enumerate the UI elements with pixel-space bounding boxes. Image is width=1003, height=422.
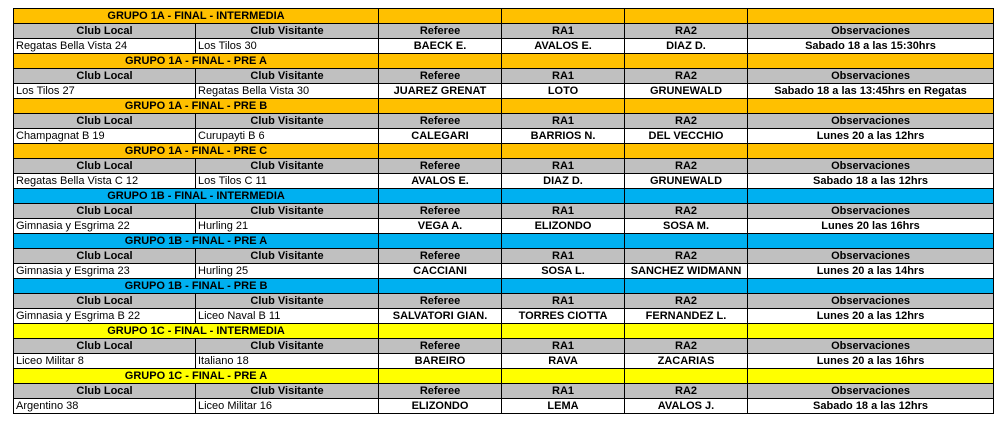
header-observaciones: Observaciones	[748, 69, 994, 84]
column-header-row	[14, 339, 994, 354]
header-club-visitante: Club Visitante	[196, 69, 379, 84]
header-observaciones: Observaciones	[748, 114, 994, 129]
cell-club-local: Gimnasia y Esgrima B 22	[14, 309, 196, 324]
group-title: GRUPO 1A - FINAL - INTERMEDIA	[14, 9, 379, 24]
cell-club-visitante: Hurling 21	[196, 219, 379, 234]
group-title-spacer	[748, 99, 994, 114]
cell-referee: ELIZONDO	[379, 399, 502, 414]
group-title: GRUPO 1C - FINAL - PRE A	[14, 369, 379, 384]
header-referee: Referee	[379, 339, 502, 354]
cell-ra1: DIAZ D.	[502, 174, 625, 189]
header-referee: Referee	[379, 249, 502, 264]
cell-club-local: Gimnasia y Esgrima 22	[14, 219, 196, 234]
cell-observaciones: Sabado 18 a las 12hrs	[748, 174, 994, 189]
group-title-row	[14, 54, 994, 69]
group-title-row	[14, 144, 994, 159]
group-title-row	[14, 369, 994, 384]
header-referee: Referee	[379, 69, 502, 84]
cell-observaciones: Sabado 18 a las 12hrs	[748, 399, 994, 414]
header-ra1: RA1	[502, 339, 625, 354]
header-ra1: RA1	[502, 384, 625, 399]
cell-club-visitante: Curupayti B 6	[196, 129, 379, 144]
group-title-spacer	[748, 369, 994, 384]
cell-ra1: BARRIOS N.	[502, 129, 625, 144]
cell-referee: AVALOS E.	[379, 174, 502, 189]
cell-ra2: ZACARIAS	[625, 354, 748, 369]
group-title-spacer	[502, 234, 625, 249]
column-header-row	[14, 294, 994, 309]
match-row	[14, 309, 994, 324]
header-referee: Referee	[379, 204, 502, 219]
header-observaciones: Observaciones	[748, 204, 994, 219]
group-title-spacer	[625, 324, 748, 339]
group-title-row	[14, 189, 994, 204]
header-ra2: RA2	[625, 69, 748, 84]
cell-ra1: RAVA	[502, 354, 625, 369]
group-title-row	[14, 99, 994, 114]
cell-referee: JUAREZ GRENAT	[379, 84, 502, 99]
group-title: GRUPO 1A - FINAL - PRE C	[14, 144, 379, 159]
header-ra1: RA1	[502, 249, 625, 264]
group-title-spacer	[625, 234, 748, 249]
header-referee: Referee	[379, 24, 502, 39]
header-ra2: RA2	[625, 339, 748, 354]
header-club-local: Club Local	[14, 204, 196, 219]
header-club-visitante: Club Visitante	[196, 114, 379, 129]
cell-referee: CACCIANI	[379, 264, 502, 279]
header-club-visitante: Club Visitante	[196, 294, 379, 309]
header-referee: Referee	[379, 294, 502, 309]
match-schedule-table	[13, 8, 994, 414]
group-title-spacer	[502, 9, 625, 24]
header-club-local: Club Local	[14, 159, 196, 174]
match-row	[14, 39, 994, 54]
match-row	[14, 264, 994, 279]
group-title-spacer	[502, 369, 625, 384]
table-body	[14, 9, 994, 414]
cell-club-local: Liceo Militar 8	[14, 354, 196, 369]
cell-observaciones: Lunes 20 a las 16hrs	[748, 354, 994, 369]
header-club-visitante: Club Visitante	[196, 204, 379, 219]
header-club-local: Club Local	[14, 339, 196, 354]
group-title-spacer	[625, 9, 748, 24]
match-row	[14, 354, 994, 369]
group-title-spacer	[748, 9, 994, 24]
cell-ra1: LOTO	[502, 84, 625, 99]
group-title-spacer	[625, 99, 748, 114]
cell-club-local: Argentino 38	[14, 399, 196, 414]
group-title: GRUPO 1B - FINAL - PRE B	[14, 279, 379, 294]
group-title-spacer	[502, 324, 625, 339]
cell-club-local: Regatas Bella Vista 24	[14, 39, 196, 54]
cell-club-visitante: Regatas Bella Vista 30	[196, 84, 379, 99]
group-title-spacer	[625, 189, 748, 204]
cell-club-visitante: Los Tilos 30	[196, 39, 379, 54]
group-title-spacer	[748, 54, 994, 69]
header-club-local: Club Local	[14, 294, 196, 309]
cell-ra2: GRUNEWALD	[625, 84, 748, 99]
group-title: GRUPO 1A - FINAL - PRE A	[14, 54, 379, 69]
group-title-spacer	[379, 234, 502, 249]
cell-referee: VEGA A.	[379, 219, 502, 234]
match-row	[14, 399, 994, 414]
group-title-spacer	[748, 189, 994, 204]
header-ra2: RA2	[625, 159, 748, 174]
cell-observaciones: Lunes 20 a las 12hrs	[748, 309, 994, 324]
cell-ra1: TORRES CIOTTA	[502, 309, 625, 324]
cell-observaciones: Sabado 18 a las 13:45hrs en Regatas	[748, 84, 994, 99]
header-ra1: RA1	[502, 24, 625, 39]
group-title-spacer	[748, 279, 994, 294]
column-header-row	[14, 24, 994, 39]
group-title-spacer	[379, 99, 502, 114]
header-club-visitante: Club Visitante	[196, 339, 379, 354]
header-ra1: RA1	[502, 294, 625, 309]
cell-club-local: Los Tilos 27	[14, 84, 196, 99]
cell-club-visitante: Liceo Militar 16	[196, 399, 379, 414]
group-title-row	[14, 9, 994, 24]
header-referee: Referee	[379, 159, 502, 174]
header-club-visitante: Club Visitante	[196, 384, 379, 399]
header-observaciones: Observaciones	[748, 339, 994, 354]
cell-referee: CALEGARI	[379, 129, 502, 144]
header-ra1: RA1	[502, 69, 625, 84]
header-observaciones: Observaciones	[748, 384, 994, 399]
header-referee: Referee	[379, 384, 502, 399]
group-title-spacer	[502, 99, 625, 114]
header-ra2: RA2	[625, 249, 748, 264]
header-club-visitante: Club Visitante	[196, 249, 379, 264]
cell-ra1: ELIZONDO	[502, 219, 625, 234]
cell-club-visitante: Los Tilos C 11	[196, 174, 379, 189]
cell-observaciones: Sabado 18 a las 15:30hrs	[748, 39, 994, 54]
cell-referee: SALVATORI GIAN.	[379, 309, 502, 324]
header-club-visitante: Club Visitante	[196, 159, 379, 174]
cell-referee: BAECK E.	[379, 39, 502, 54]
cell-club-visitante: Liceo Naval B 11	[196, 309, 379, 324]
group-title-spacer	[379, 144, 502, 159]
group-title: GRUPO 1B - FINAL - INTERMEDIA	[14, 189, 379, 204]
group-title-row	[14, 234, 994, 249]
header-club-local: Club Local	[14, 24, 196, 39]
group-title-spacer	[379, 54, 502, 69]
header-observaciones: Observaciones	[748, 24, 994, 39]
match-row	[14, 129, 994, 144]
group-title-spacer	[379, 369, 502, 384]
cell-ra2: SOSA M.	[625, 219, 748, 234]
cell-ra2: AVALOS J.	[625, 399, 748, 414]
cell-club-local: Regatas Bella Vista C 12	[14, 174, 196, 189]
group-title-spacer	[502, 144, 625, 159]
header-ra1: RA1	[502, 159, 625, 174]
group-title: GRUPO 1C - FINAL - INTERMEDIA	[14, 324, 379, 339]
group-title: GRUPO 1A - FINAL - PRE B	[14, 99, 379, 114]
header-club-local: Club Local	[14, 114, 196, 129]
header-ra2: RA2	[625, 204, 748, 219]
group-title-spacer	[502, 279, 625, 294]
column-header-row	[14, 69, 994, 84]
header-ra2: RA2	[625, 24, 748, 39]
group-title-row	[14, 279, 994, 294]
header-ra1: RA1	[502, 204, 625, 219]
group-title: GRUPO 1B - FINAL - PRE A	[14, 234, 379, 249]
match-row	[14, 84, 994, 99]
column-header-row	[14, 204, 994, 219]
cell-ra2: DEL VECCHIO	[625, 129, 748, 144]
cell-ra2: DIAZ D.	[625, 39, 748, 54]
cell-club-local: Gimnasia y Esgrima 23	[14, 264, 196, 279]
cell-referee: BAREIRO	[379, 354, 502, 369]
column-header-row	[14, 114, 994, 129]
header-ra1: RA1	[502, 114, 625, 129]
group-title-spacer	[379, 189, 502, 204]
group-title-spacer	[748, 324, 994, 339]
header-observaciones: Observaciones	[748, 294, 994, 309]
cell-ra2: SANCHEZ WIDMANN	[625, 264, 748, 279]
group-title-spacer	[625, 144, 748, 159]
cell-club-visitante: Italiano 18	[196, 354, 379, 369]
group-title-spacer	[625, 369, 748, 384]
group-title-row	[14, 324, 994, 339]
header-ra2: RA2	[625, 114, 748, 129]
column-header-row	[14, 159, 994, 174]
cell-observaciones: Lunes 20 a las 12hrs	[748, 129, 994, 144]
group-title-spacer	[379, 324, 502, 339]
group-title-spacer	[502, 189, 625, 204]
header-club-local: Club Local	[14, 249, 196, 264]
header-observaciones: Observaciones	[748, 159, 994, 174]
group-title-spacer	[625, 54, 748, 69]
group-title-spacer	[625, 279, 748, 294]
cell-ra1: LEMA	[502, 399, 625, 414]
cell-ra2: FERNANDEZ L.	[625, 309, 748, 324]
cell-club-local: Champagnat B 19	[14, 129, 196, 144]
cell-ra2: GRUNEWALD	[625, 174, 748, 189]
group-title-spacer	[748, 234, 994, 249]
column-header-row	[14, 384, 994, 399]
cell-observaciones: Lunes 20 a las 14hrs	[748, 264, 994, 279]
header-club-local: Club Local	[14, 384, 196, 399]
header-ra2: RA2	[625, 294, 748, 309]
match-row	[14, 219, 994, 234]
cell-ra1: SOSA L.	[502, 264, 625, 279]
header-ra2: RA2	[625, 384, 748, 399]
column-header-row	[14, 249, 994, 264]
match-row	[14, 174, 994, 189]
cell-ra1: AVALOS E.	[502, 39, 625, 54]
group-title-spacer	[748, 144, 994, 159]
group-title-spacer	[502, 54, 625, 69]
header-referee: Referee	[379, 114, 502, 129]
header-club-local: Club Local	[14, 69, 196, 84]
cell-observaciones: Lunes 20 las 16hrs	[748, 219, 994, 234]
header-observaciones: Observaciones	[748, 249, 994, 264]
group-title-spacer	[379, 9, 502, 24]
cell-club-visitante: Hurling 25	[196, 264, 379, 279]
header-club-visitante: Club Visitante	[196, 24, 379, 39]
group-title-spacer	[379, 279, 502, 294]
